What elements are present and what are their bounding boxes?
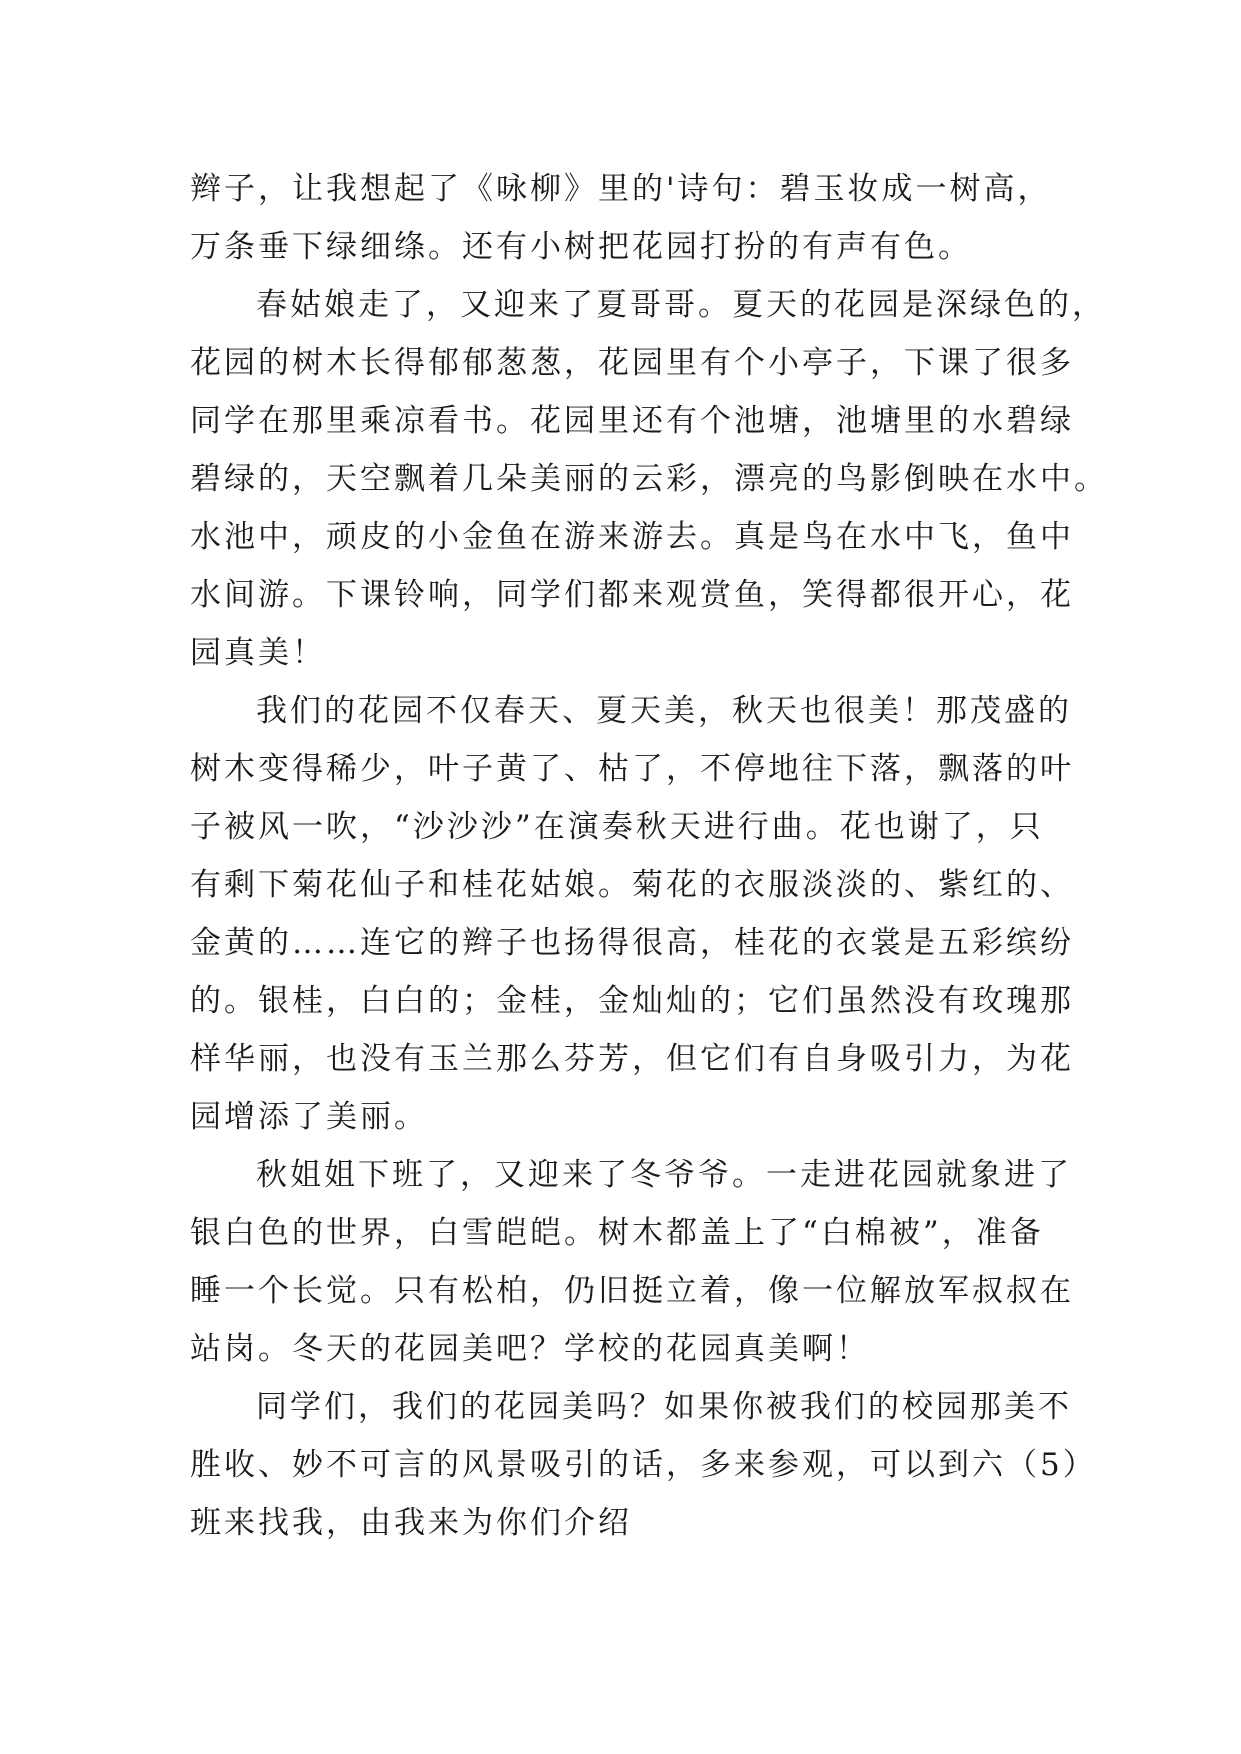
text-line: 水池中，顽皮的小金鱼在游来游去。真是鸟在水中飞，鱼中 [190,519,1074,555]
text-line: 银白色的世界，白雪皑皑。树木都盖上了“白棉被”，准备 [190,1215,1044,1251]
text-line: 辫子，让我想起了《咏柳》里的'诗句：碧玉妆成一树高， [190,171,1052,207]
text-line: 有剩下菊花仙子和桂花姑娘。菊花的衣服淡淡的、紫红的、 [190,867,1074,903]
text-line: 碧绿的，天空飘着几朵美丽的云彩，漂亮的鸟影倒映在水中。 [190,461,1108,497]
paragraph-1 [190,160,1070,276]
text-line: 同学在那里乘凉看书。花园里还有个池塘，池塘里的水碧绿 [190,403,1074,439]
text-line: 睡一个长觉。只有松柏，仍旧挺立着，像一位解放军叔叔在 [190,1273,1074,1309]
text-line: 秋姐姐下班了，又迎来了冬爷爷。一走进花园就象进了 [256,1157,1072,1193]
text-line: 班来找我，由我来为你们介绍 [190,1505,632,1541]
text-line: 子被风一吹，“沙沙沙”在演奏秋天进行曲。花也谢了，只 [190,809,1044,845]
text-line: 园增添了美丽。 [190,1099,428,1135]
text-line: 样华丽，也没有玉兰那么芬芳，但它们有自身吸引力，为花 [190,1041,1074,1077]
paragraph-3 [190,682,1074,1146]
text-line: 我们的花园不仅春天、夏天美，秋天也很美！那茂盛的 [256,693,1072,729]
text-line: 树木变得稀少，叶子黄了、枯了，不停地往下落，飘落的叶 [190,751,1074,787]
paragraph-2 [190,276,1108,682]
text-line: 的。银桂，白白的；金桂，金灿灿的；它们虽然没有玫瑰那 [190,983,1074,1019]
text-line: 水间游。下课铃响，同学们都来观赏鱼，笑得都很开心，花 [190,577,1074,613]
paragraph-5 [190,1378,1097,1552]
text-line: 花园的树木长得郁郁葱葱，花园里有个小亭子，下课了很多 [190,345,1074,381]
text-line: 胜收、妙不可言的风景吸引的话，多来参观，可以到六（5） [190,1447,1097,1483]
text-line: 金黄的……连它的辫子也扬得很高，桂花的衣裳是五彩缤纷 [190,925,1074,961]
text-line: 万条垂下绿细绦。还有小树把花园打扮的有声有色。 [190,229,972,265]
text-line: 同学们，我们的花园美吗？如果你被我们的校园那美不 [256,1389,1072,1425]
text-line: 春姑娘走了，又迎来了夏哥哥。夏天的花园是深绿色的， [256,287,1106,323]
text-line: 站岗。冬天的花园美吧？学校的花园真美啊！ [190,1331,870,1367]
paragraph-4 [190,1146,1074,1378]
text-line: 园真美！ [190,635,326,671]
essay-text [190,160,1108,1552]
